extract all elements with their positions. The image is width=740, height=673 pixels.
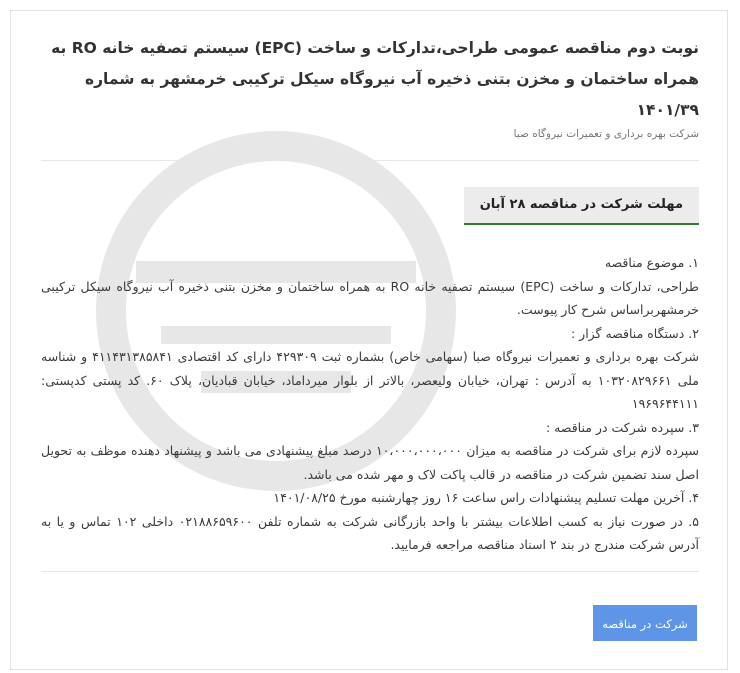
section-deposit-text: سپرده لازم برای شرکت در مناقصه به میزان ۱۰،۰۰۰،۰۰۰،۰۰۰ درصد مبلغ پیشنهادی می باشد و پیشنهاد دهنده موظف به تحویل اصل سند تضمین شرکت در مناقصه در قالب پاکت لاک و مهر شده می باشد. bbox=[41, 443, 699, 482]
section-subject-heading: ۱. موضوع مناقصه bbox=[604, 255, 699, 270]
section-deposit-heading: ۳. سپرده شرکت در مناقصه : bbox=[545, 419, 699, 435]
section-contact-text: ۵. در صورت نیاز به کسب اطلاعات بیشتر با واحد بازرگانی شرکت به شماره تلفن ۰۲۱۸۸۶۵۹۶۰۰ داخلی ۱۰۲ تماس و یا به آدرس شرکت مندرج در بند ۲ اسناد مناقصه مراجعه فرمایید. bbox=[41, 513, 700, 552]
company-name: شرکت بهره برداری و تعمیرات نیروگاه صبا bbox=[513, 128, 699, 140]
section-deadline-text: ۴. آخرین مهلت تسلیم پیشنهادات راس ساعت ۱۶ روز چهارشنبه مورخ ۱۴۰۱/۰۸/۲۵ bbox=[273, 490, 699, 505]
page-title: نوبت دوم مناقصه عمومی طراحی،تدارکات و ساخت (EPC) سیستم تصفیه خانه RO به همراه ساختمان و مخزن بتنی ذخیره آب نیروگاه سیکل ترکیبی خرمشهر به شماره ۱۴۰۱/۳۹ bbox=[51, 39, 699, 119]
deadline-badge: مهلت شرکت در مناقصه ۲۸ آبان bbox=[464, 187, 699, 225]
tender-card bbox=[10, 10, 728, 670]
section-organizer-heading: ۲. دستگاه مناقصه گزار : bbox=[570, 325, 699, 341]
footer-divider bbox=[41, 571, 699, 572]
tender-details bbox=[41, 251, 699, 557]
section-subject-text: طراحی، تدارکات و ساخت (EPC) سیستم تصفیه خانه RO به همراه ساختمان و مخزن بتنی ذخیره آب نیروگاه سیکل ترکیبی خرمشهربراساس شرح کار پیوست. bbox=[41, 278, 700, 317]
section-organizer-text: شرکت بهره برداری و تعمیرات نیروگاه صبا (سهامی خاص) بشماره ثبت ۴۲۹۳۰۹ دارای کد اقتصادی ۴۱۱۴۳۱۳۸۵۸۴۱ و شناسه ملی ۱۰۳۲۰۸۲۹۶۶۱ به آدرس : تهران، خیابان ولیعصر، بالاتر از بلوار میرداماد، خیابان قبادیان، پلاک ۶۰. کد پستی کدپستی: ۱۹۶۹۶۴۴۱۱۱ bbox=[41, 349, 700, 411]
header-divider bbox=[41, 160, 699, 161]
participate-button[interactable]: شرکت در مناقصه bbox=[593, 605, 697, 641]
